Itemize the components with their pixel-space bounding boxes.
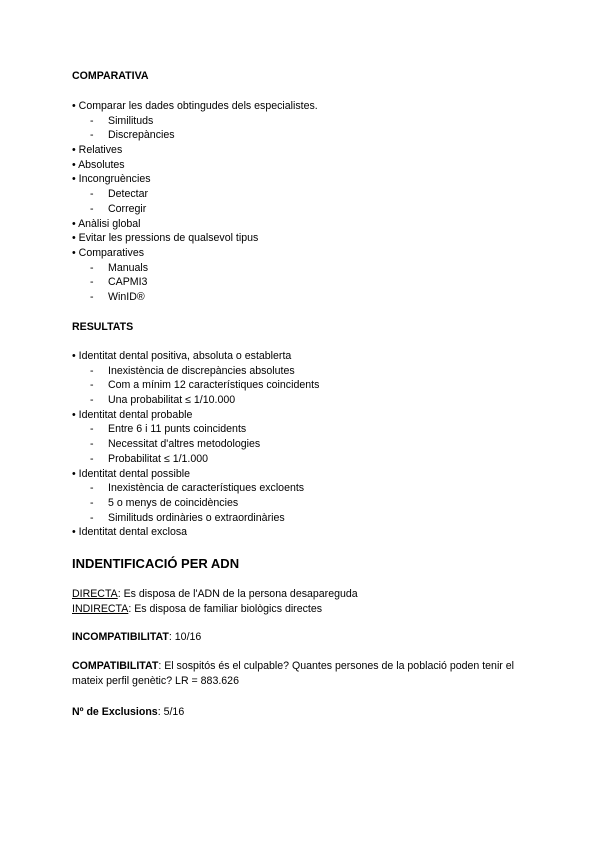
list-item-text: Absolutes bbox=[78, 158, 125, 171]
list-item-text: Anàlisi global bbox=[78, 217, 141, 230]
dash-marker: - bbox=[90, 379, 94, 392]
bullet-marker: • bbox=[72, 158, 76, 171]
bullet-list-item bbox=[72, 467, 319, 482]
resultats-list bbox=[72, 349, 319, 540]
incompatibilitat-text: : 10/16 bbox=[168, 631, 202, 643]
bullet-list-item bbox=[72, 349, 319, 364]
dash-marker: - bbox=[90, 423, 94, 436]
incompatibilitat-label: INCOMPATIBILITAT bbox=[72, 631, 169, 643]
list-item-text: Identitat dental probable bbox=[78, 408, 193, 421]
exclusions-label: Nº de Exclusions bbox=[72, 706, 158, 718]
dash-marker: - bbox=[90, 129, 94, 142]
dash-marker: - bbox=[90, 114, 94, 127]
list-item-text: CAPMI3 bbox=[108, 276, 148, 289]
dash-marker: - bbox=[90, 364, 94, 377]
dash-marker: - bbox=[90, 202, 94, 215]
list-item-text: Manuals bbox=[108, 261, 149, 274]
bullet-marker: • bbox=[72, 408, 76, 421]
adn-heading: INDENTIFICACIÓ PER ADN bbox=[72, 556, 240, 571]
list-item-text: Comparatives bbox=[78, 246, 145, 259]
dash-marker: - bbox=[90, 438, 94, 451]
bullet-marker: • bbox=[72, 467, 76, 480]
bullet-marker: • bbox=[72, 526, 76, 539]
sub-list-item bbox=[72, 496, 319, 511]
exclusions-text: : 5/16 bbox=[157, 706, 185, 718]
dash-marker: - bbox=[90, 511, 94, 524]
dash-marker: - bbox=[90, 482, 94, 495]
list-item-text: Corregir bbox=[108, 202, 147, 215]
list-item-text: Incongruències bbox=[78, 173, 151, 186]
list-item-text: Relatives bbox=[78, 144, 123, 157]
list-item-text: Inexistència de discrepàncies absolutes bbox=[108, 364, 295, 377]
list-item-text: Entre 6 i 11 punts coincidents bbox=[108, 423, 247, 436]
bullet-marker: • bbox=[72, 173, 76, 186]
dash-marker: - bbox=[90, 261, 94, 274]
list-item-text: Comparar les dades obtingudes dels especialistes. bbox=[78, 100, 318, 112]
comparativa-list bbox=[72, 99, 318, 305]
list-item-text: Identitat dental possible bbox=[78, 467, 190, 480]
dash-marker: - bbox=[90, 496, 94, 509]
bullet-list-item bbox=[72, 143, 318, 158]
compatibilitat-text: : El sospitós és el culpable? Quantes persones de la població poden tenir el mateix perfil genètic? LR = 883.626 bbox=[72, 660, 515, 687]
bullet-list-item bbox=[72, 158, 318, 173]
dash-marker: - bbox=[90, 276, 94, 289]
bullet-marker: • bbox=[72, 232, 76, 245]
bullet-marker: • bbox=[72, 246, 76, 259]
sub-list-item bbox=[72, 378, 319, 393]
list-item-text: Necessitat d'altres metodologies bbox=[108, 438, 261, 451]
compatibilitat-paragraph bbox=[72, 659, 532, 689]
sub-list-item bbox=[72, 437, 319, 452]
resultats-heading: RESULTATS bbox=[72, 321, 134, 333]
sub-list-item bbox=[72, 290, 318, 305]
list-item-text: Evitar les pressions de qualsevol tipus bbox=[78, 232, 259, 245]
list-item-text: Una probabilitat ≤ 1/10.000 bbox=[108, 394, 236, 407]
sub-list-item bbox=[72, 393, 319, 408]
directa-line bbox=[72, 587, 358, 602]
indirecta-text: : Es disposa de familiar biològics directes bbox=[128, 603, 323, 615]
dash-marker: - bbox=[90, 290, 94, 303]
list-item-text: Probabilitat ≤ 1/1.000 bbox=[108, 452, 209, 465]
bullet-list-item bbox=[72, 231, 318, 246]
dash-marker: - bbox=[90, 188, 94, 201]
indirecta-line bbox=[72, 602, 322, 617]
bullet-list-item bbox=[72, 408, 319, 423]
list-item-text: Identitat dental positiva, absoluta o establerta bbox=[78, 350, 292, 362]
bullet-list-item bbox=[72, 525, 319, 540]
indirecta-label: INDIRECTA bbox=[72, 603, 129, 615]
list-item-text: Detectar bbox=[108, 188, 149, 201]
exclusions-line bbox=[72, 705, 184, 720]
list-item-text: Identitat dental exclosa bbox=[78, 526, 188, 539]
directa-text: : Es disposa de l'ADN de la persona desapareguda bbox=[117, 588, 358, 600]
sub-list-item bbox=[72, 202, 318, 217]
sub-list-item bbox=[72, 114, 318, 129]
bullet-marker: • bbox=[72, 217, 76, 230]
list-item-text: Inexistència de característiques excloents bbox=[108, 482, 305, 495]
bullet-list-item bbox=[72, 99, 318, 114]
bullet-marker: • bbox=[72, 100, 76, 112]
compatibilitat-label: COMPATIBILITAT bbox=[72, 660, 159, 672]
sub-list-item bbox=[72, 481, 319, 496]
sub-list-item bbox=[72, 364, 319, 379]
sub-list-item bbox=[72, 422, 319, 437]
list-item-text: WinID® bbox=[108, 290, 145, 303]
comparativa-heading: COMPARATIVA bbox=[72, 70, 149, 82]
sub-list-item bbox=[72, 128, 318, 143]
dash-marker: - bbox=[90, 452, 94, 465]
bullet-marker: • bbox=[72, 144, 76, 157]
bullet-list-item bbox=[72, 172, 318, 187]
list-item-text: 5 o menys de coincidències bbox=[108, 496, 239, 509]
sub-list-item bbox=[72, 275, 318, 290]
dash-marker: - bbox=[90, 394, 94, 407]
list-item-text: Com a mínim 12 característiques coincidents bbox=[108, 379, 320, 392]
list-item-text: Discrepàncies bbox=[108, 129, 175, 142]
list-item-text: Similituds ordinàries o extraordinàries bbox=[108, 511, 285, 524]
sub-list-item bbox=[72, 187, 318, 202]
bullet-list-item bbox=[72, 246, 318, 261]
sub-list-item bbox=[72, 261, 318, 276]
sub-list-item bbox=[72, 511, 319, 526]
list-item-text: Similituds bbox=[108, 114, 154, 127]
incompatibilitat-line bbox=[72, 630, 201, 645]
sub-list-item bbox=[72, 452, 319, 467]
directa-label: DIRECTA bbox=[72, 588, 118, 600]
bullet-list-item bbox=[72, 217, 318, 232]
bullet-marker: • bbox=[72, 350, 76, 362]
